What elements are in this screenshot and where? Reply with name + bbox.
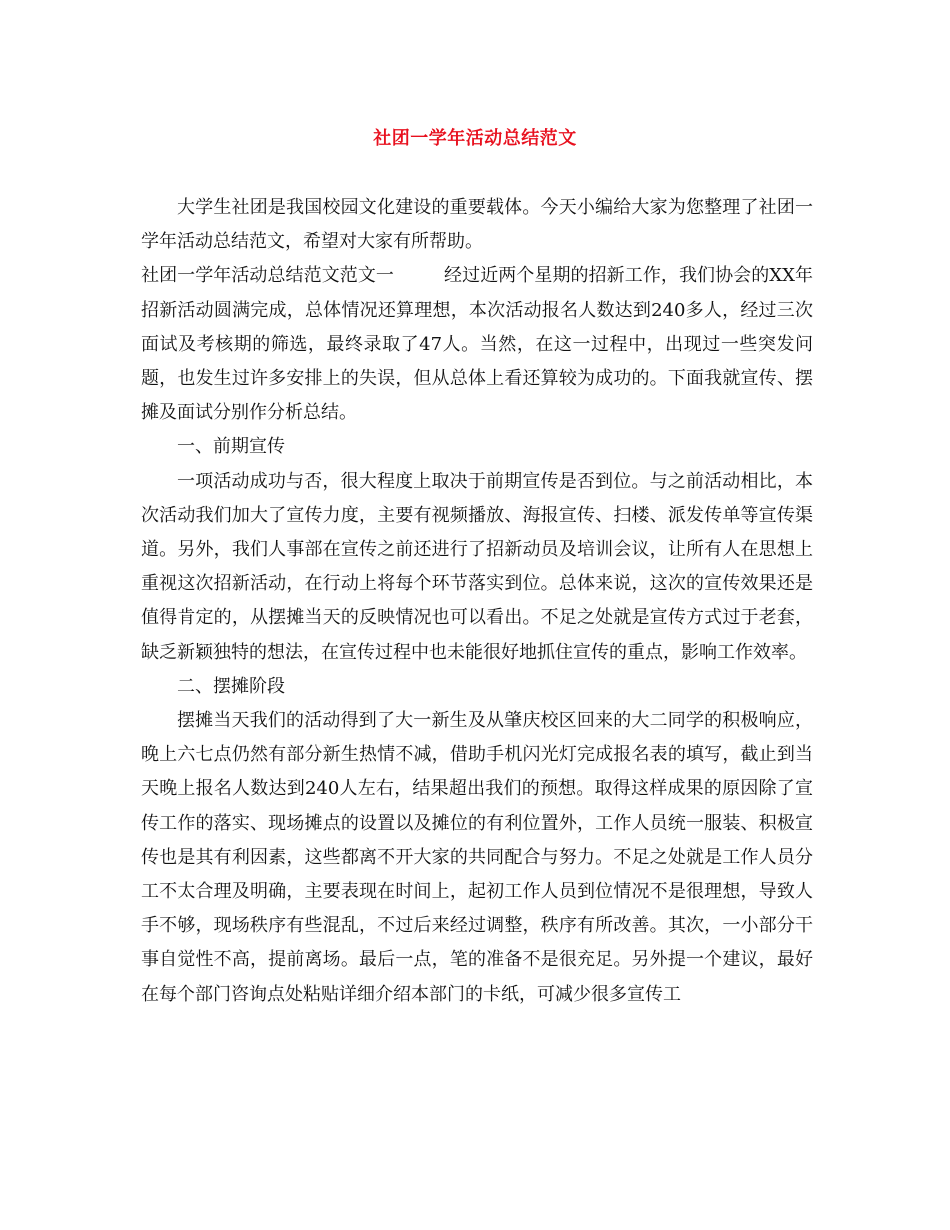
section-title: 社团一学年活动总结范文范文一 [141,265,394,287]
section-intro: 经过近两个星期的招新工作，我们协会的XX年招新活动圆满完成，总体情况还算理想，本次活动报名人数达到240多人，经过三次面试及考核期的筛选，最终录取了47人。当然，在这一过程中，出现过一些突发问题，也发生过许多安排上的失误，但从总体上看还算较为成功的。下面我就宣传、摆摊及面试分别作分析总结。 [141,265,813,424]
booth-paragraph: 摆摊当天我们的活动得到了大一新生及从肇庆校区回来的大二同学的积极响应，晚上六七点仍然有部分新生热情不减，借助手机闪光灯完成报名表的填写，截止到当天晚上报名人数达到240人左右，结果超出我们的预想。取得这样成果的原因除了宣传工作的落实、现场摊点的设置以及摊位的有利位置外，工作人员统一服装、积极宣传也是其有利因素，这些都离不开大家的共同配合与努力。不足之处就是工作人员分工不太合理及明确，主要表现在时间上，起初工作人员到位情况不是很理想，导致人手不够，现场秩序有些混乱，不过后来经过调整，秩序有所改善。其次，一小部分干事自觉性不高，提前离场。最后一点，笔的准备不是很充足。另外提一个建议，最好在每个部门咨询点处粘贴详细介绍本部门的卡纸，可减少很多宣传工 [141,710,813,1005]
heading-booth: 二、摆摊阶段 [177,675,285,697]
heading-publicity: 一、前期宣传 [177,436,285,458]
document-title: 社团一学年活动总结范文 [373,128,577,149]
document-body [141,191,813,1012]
section-paragraph [141,259,813,430]
publicity-paragraph: 一项活动成功与否，很大程度上取决于前期宣传是否到位。与之前活动相比，本次活动我们加大了宣传力度，主要有视频播放、海报宣传、扫楼、派发传单等宣传渠道。另外，我们人事部在宣传之前还进行了招新动员及培训会议，让所有人在思想上重视这次招新活动，在行动上将每个环节落实到位。总体来说，这次的宣传效果还是值得肯定的，从摆摊当天的反映情况也可以看出。不足之处就是宣传方式过于老套，缺乏新颖独特的想法，在宣传过程中也未能很好地抓住宣传的重点，影响工作效率。 [141,470,813,663]
intro-paragraph: 大学生社团是我国校园文化建设的重要载体。今天小编给大家为您整理了社团一学年活动总结范文，希望对大家有所帮助。 [141,197,813,253]
